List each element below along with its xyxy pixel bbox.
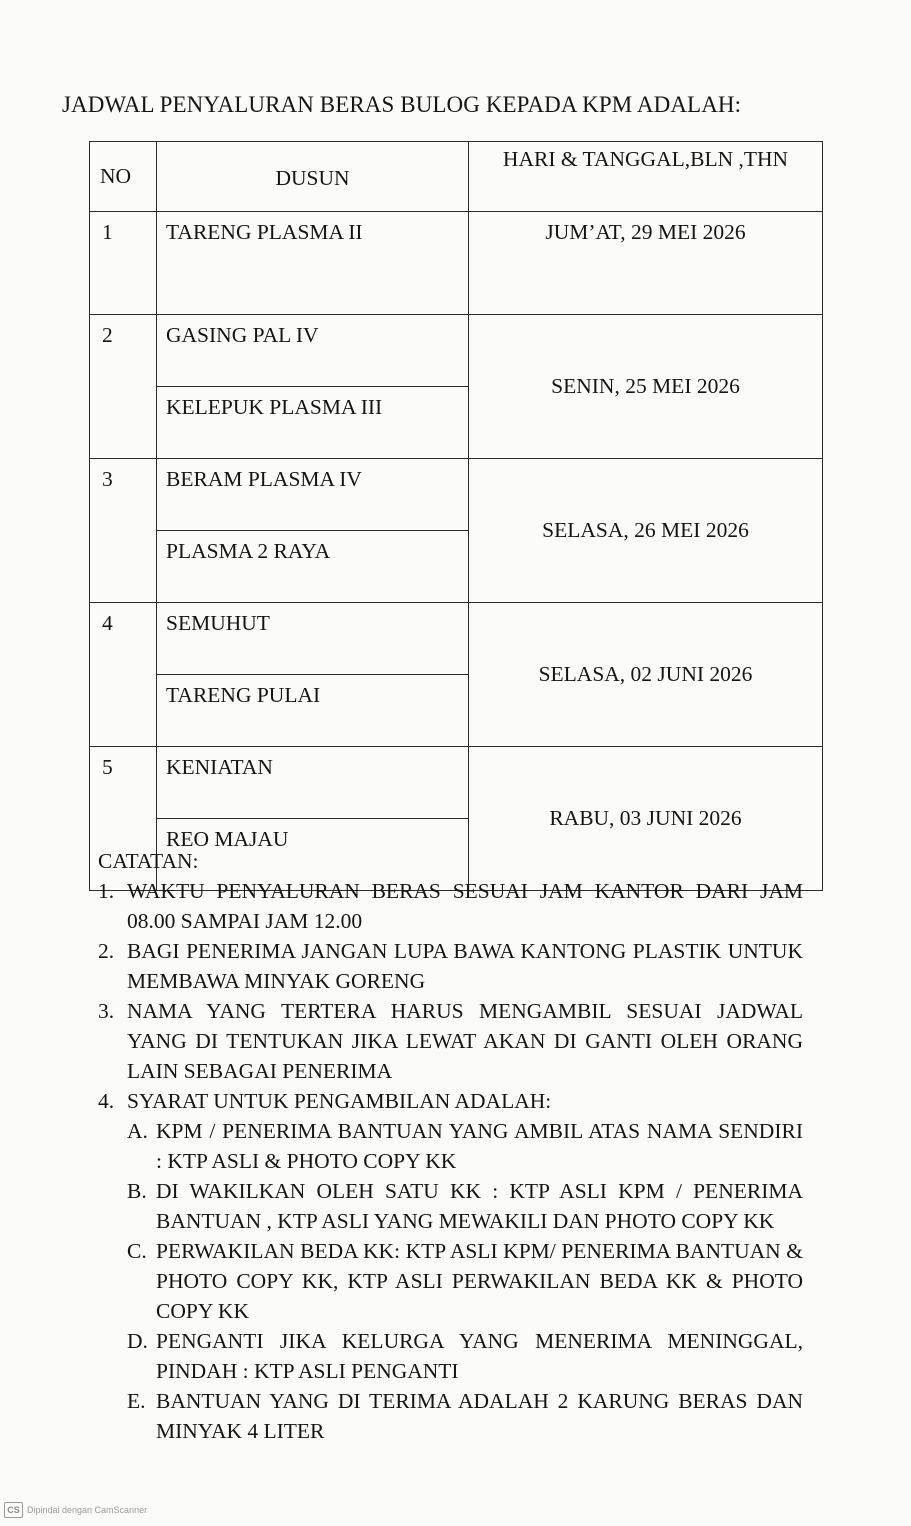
scanner-watermark — [4, 1502, 147, 1518]
dusun-name: KELEPUK PLASMA III — [157, 387, 469, 459]
note-item — [98, 1086, 803, 1116]
row-number: 2 — [90, 315, 157, 459]
requirement-item — [127, 1236, 803, 1326]
camscanner-logo-icon: CS — [4, 1502, 23, 1518]
notes-heading: CATATAN: — [98, 849, 199, 873]
requirement-text: DI WAKILKAN OLEH SATU KK : KTP ASLI KPM / PENERIMA BANTUAN , KTP ASLI YANG MEWAKILI DAN PHOTO COPY KK — [156, 1179, 803, 1233]
requirement-item — [127, 1116, 803, 1176]
note-item — [98, 876, 803, 936]
requirement-text: KPM / PENERIMA BANTUAN YANG AMBIL ATAS NAMA SENDIRI : KTP ASLI & PHOTO COPY KK — [156, 1119, 803, 1173]
note-item — [98, 936, 803, 996]
distribution-date: RABU, 03 JUNI 2026 — [469, 747, 823, 891]
distribution-date: SELASA, 02 JUNI 2026 — [469, 603, 823, 747]
requirement-item — [127, 1176, 803, 1236]
requirement-text: PENGANTI JIKA KELURGA YANG MENERIMA MENINGGAL, PINDAH : KTP ASLI PENGANTI — [156, 1329, 803, 1383]
requirement-letter: D. — [127, 1329, 148, 1353]
row-number: 3 — [90, 459, 157, 603]
table-row — [90, 212, 823, 315]
note-number: 1. — [98, 879, 115, 903]
header-dusun: DUSUN — [157, 142, 469, 212]
row-number: 5 — [90, 747, 157, 891]
table-row — [90, 459, 823, 531]
notes-section — [98, 846, 803, 1446]
distribution-date: SELASA, 26 MEI 2026 — [469, 459, 823, 603]
dusun-name: GASING PAL IV — [157, 315, 469, 387]
requirement-item — [127, 1386, 803, 1446]
note-text: NAMA YANG TERTERA HARUS MENGAMBIL SESUAI JADWAL YANG DI TENTUKAN JIKA LEWAT AKAN DI GANTI OLEH ORANG LAIN SEBAGAI PENERIMA — [127, 999, 803, 1083]
dusun-name: BERAM PLASMA IV — [157, 459, 469, 531]
dusun-name: KENIATAN — [157, 747, 469, 819]
table-row — [90, 603, 823, 675]
distribution-date: JUM’AT, 29 MEI 2026 — [469, 212, 823, 315]
table-row — [90, 315, 823, 387]
note-item — [98, 996, 803, 1086]
note-text: BAGI PENERIMA JANGAN LUPA BAWA KANTONG PLASTIK UNTUK MEMBAWA MINYAK GORENG — [127, 939, 803, 993]
row-number: 1 — [90, 212, 157, 315]
requirement-letter: B. — [127, 1179, 147, 1203]
document-title: JADWAL PENYALURAN BERAS BULOG KEPADA KPM ADALAH: — [62, 92, 742, 117]
schedule-table — [89, 141, 823, 891]
requirement-text: BANTUAN YANG DI TERIMA ADALAH 2 KARUNG BERAS DAN MINYAK 4 LITER — [156, 1389, 803, 1443]
requirement-letter: E. — [127, 1389, 146, 1413]
header-date: HARI & TANGGAL,BLN ,THN — [469, 142, 823, 212]
table-row — [90, 747, 823, 819]
note-number: 2. — [98, 939, 115, 963]
note-text: WAKTU PENYALURAN BERAS SESUAI JAM KANTOR DARI JAM 08.00 SAMPAI JAM 12.00 — [127, 879, 803, 933]
note-text: SYARAT UNTUK PENGAMBILAN ADALAH: — [127, 1089, 552, 1113]
dusun-name: TARENG PULAI — [157, 675, 469, 747]
distribution-date: SENIN, 25 MEI 2026 — [469, 315, 823, 459]
dusun-name: PLASMA 2 RAYA — [157, 531, 469, 603]
requirement-letter: C. — [127, 1239, 147, 1263]
dusun-name: TARENG PLASMA II — [157, 212, 469, 315]
dusun-name: REO MAJAU — [157, 819, 469, 891]
table-header-row — [90, 142, 823, 212]
requirement-text: PERWAKILAN BEDA KK: KTP ASLI KPM/ PENERIMA BANTUAN & PHOTO COPY KK, KTP ASLI PERWAKILAN BEDA KK & PHOTO COPY KK — [156, 1239, 803, 1323]
requirement-item — [127, 1326, 803, 1386]
dusun-name: SEMUHUT — [157, 603, 469, 675]
note-number: 4. — [98, 1089, 115, 1113]
note-number: 3. — [98, 999, 115, 1023]
header-no: NO — [90, 142, 157, 212]
row-number: 4 — [90, 603, 157, 747]
requirement-letter: A. — [127, 1119, 148, 1143]
watermark-text: Dipindai dengan CamScanner — [27, 1505, 148, 1515]
